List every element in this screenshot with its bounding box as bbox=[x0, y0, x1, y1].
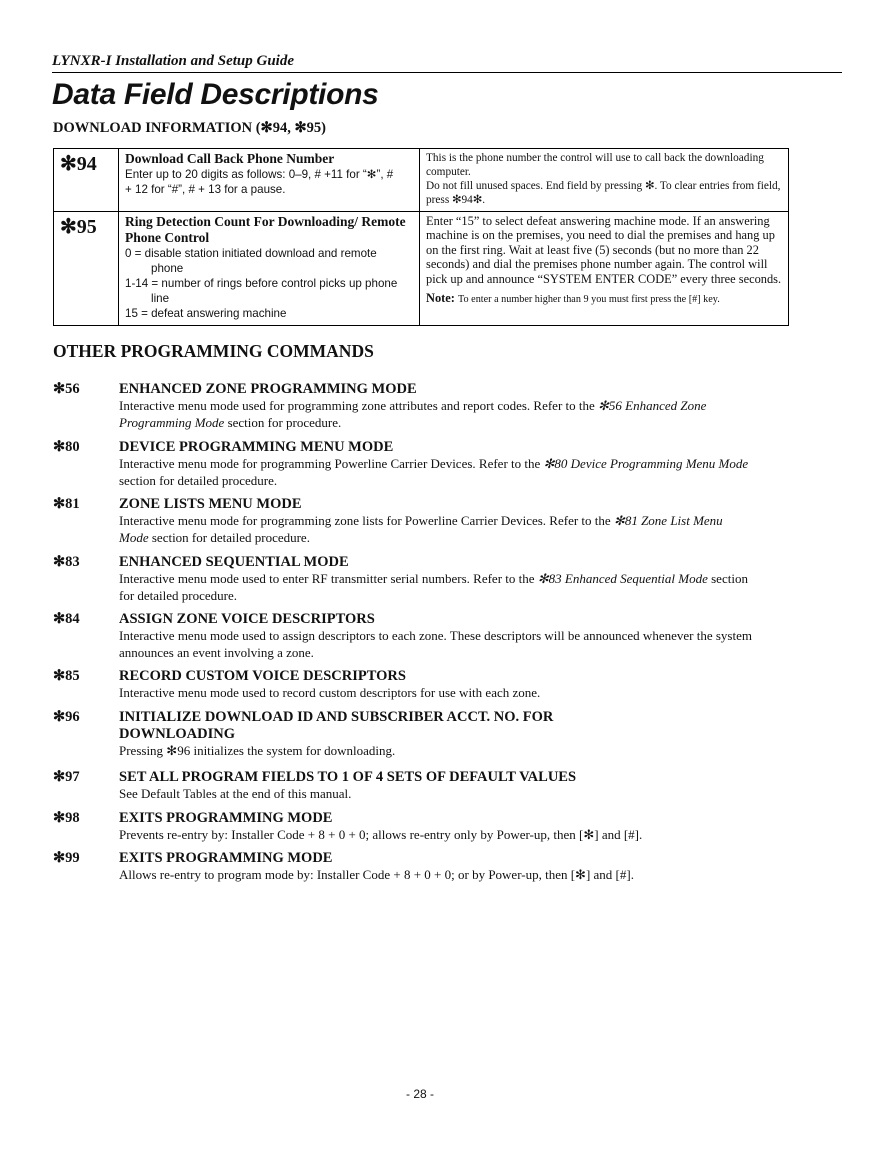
command-code: ✻85 bbox=[53, 668, 80, 684]
field-desc-line: line bbox=[151, 292, 170, 305]
command-item bbox=[53, 496, 753, 546]
command-description: Pressing ✻96 initializes the system for downloading. bbox=[119, 743, 396, 758]
desc-text: section for detailed procedure. bbox=[148, 529, 310, 545]
desc-reference: ✻56 Enhanced Zone Programming Mode bbox=[119, 398, 707, 430]
download-fields-table bbox=[53, 148, 789, 326]
command-item bbox=[53, 810, 753, 844]
desc-text: Interactive menu mode used for programming zone attributes and report codes. Refer to the bbox=[119, 398, 599, 413]
desc-text: Interactive menu mode used to enter RF transmitter serial numbers. Refer to the bbox=[119, 571, 538, 586]
field-desc-line: 0 = disable station initiated download and remote bbox=[125, 247, 377, 260]
field-title: Ring Detection Count For Downloading/ Remote Phone Control bbox=[125, 214, 406, 245]
command-title: RECORD CUSTOM VOICE DESCRIPTORS bbox=[119, 668, 406, 684]
command-item bbox=[53, 381, 753, 431]
command-description: See Default Tables at the end of this manual. bbox=[119, 786, 352, 801]
command-title: DEVICE PROGRAMMING MENU MODE bbox=[119, 439, 394, 455]
running-title: LYNXR-I Installation and Setup Guide bbox=[52, 53, 294, 69]
field-note-line: Do not fill unused spaces. End field by pressing ✻. To clear entries from field, press ✻94✻. bbox=[426, 180, 781, 206]
command-item bbox=[53, 611, 753, 661]
command-description bbox=[119, 398, 753, 431]
command-title: ENHANCED SEQUENTIAL MODE bbox=[119, 554, 349, 570]
field-note bbox=[420, 149, 789, 212]
note-label: Note: bbox=[426, 291, 455, 306]
command-code: ✻97 bbox=[53, 769, 80, 785]
desc-text: section for detailed procedure. bbox=[119, 571, 748, 603]
desc-text: Interactive menu mode for programming zone lists for Powerline Carrier Devices. Refer to the bbox=[119, 513, 614, 528]
command-item bbox=[53, 439, 753, 489]
field-row-94 bbox=[54, 149, 789, 212]
command-description bbox=[119, 513, 753, 546]
field-desc-line: 1-14 = number of rings before control picks up phone bbox=[125, 277, 398, 290]
desc-reference: ✻80 Device Programming Menu Mode bbox=[543, 456, 749, 471]
field-description bbox=[119, 149, 420, 212]
field-code: ✻94 bbox=[54, 149, 119, 212]
desc-text: Interactive menu mode for programming Powerline Carrier Devices. Refer to the bbox=[119, 456, 544, 471]
command-description bbox=[119, 456, 753, 489]
command-description: Interactive menu mode used to record custom descriptors for use with each zone. bbox=[119, 685, 541, 700]
command-title: EXITS PROGRAMMING MODE bbox=[119, 850, 333, 866]
command-code: ✻56 bbox=[53, 381, 80, 397]
desc-reference: ✻81 Zone List Menu Mode bbox=[119, 513, 723, 545]
field-desc-line: Enter up to 20 digits as follows: 0–9, # +11 for “✻”, # bbox=[125, 168, 394, 181]
command-item bbox=[53, 769, 753, 803]
field-desc-line: 15 = defeat answering machine bbox=[125, 307, 287, 320]
command-title: EXITS PROGRAMMING MODE bbox=[119, 810, 333, 826]
field-desc-line: phone bbox=[151, 262, 184, 275]
field-note bbox=[420, 212, 789, 326]
command-code: ✻99 bbox=[53, 850, 80, 866]
command-code: ✻84 bbox=[53, 611, 80, 627]
field-description bbox=[119, 212, 420, 326]
command-title: ZONE LISTS MENU MODE bbox=[119, 496, 302, 512]
page-title: Data Field Descriptions bbox=[52, 78, 379, 111]
command-code: ✻98 bbox=[53, 810, 80, 826]
note-small-text: To enter a number higher than 9 you must first press the [#] key. bbox=[458, 294, 720, 306]
running-header bbox=[52, 52, 842, 73]
field-note-footnote bbox=[426, 291, 782, 307]
desc-text: section for procedure. bbox=[224, 414, 342, 430]
command-item bbox=[53, 668, 753, 702]
command-description: Interactive menu mode used to assign descriptors to each zone. These descriptors will be announced whenever the system announces an event involving a zone. bbox=[119, 628, 752, 660]
field-note-text: Enter “15” to select defeat answering machine mode. If an answering machine is on the premises, you need to dial the premises and hang up on the first ring. Wait at least five (5) seconds (but no more than 22 seconds) and dial the premises phone number again. The control will pick up and announce “SYSTEM ENTER CODE” every three seconds. bbox=[426, 214, 782, 286]
command-item bbox=[53, 554, 753, 604]
command-item bbox=[53, 709, 753, 760]
command-code: ✻83 bbox=[53, 554, 80, 570]
desc-reference: ✻83 Enhanced Sequential Mode bbox=[537, 571, 708, 586]
field-row-95 bbox=[54, 212, 789, 326]
command-code: ✻80 bbox=[53, 439, 80, 455]
command-title: ENHANCED ZONE PROGRAMMING MODE bbox=[119, 381, 417, 397]
download-section-heading: DOWNLOAD INFORMATION (✻94, ✻95) bbox=[53, 120, 326, 136]
command-description: Allows re-entry to program mode by: Installer Code + 8 + 0 + 0; or by Power-up, then [✻] and [#]. bbox=[119, 867, 634, 882]
command-title: ASSIGN ZONE VOICE DESCRIPTORS bbox=[119, 611, 375, 627]
command-description: Prevents re-entry by: Installer Code + 8 + 0 + 0; allows re-entry only by Power-up, then [✻] and [#]. bbox=[119, 827, 643, 842]
field-note-line: This is the phone number the control will use to call back the downloading computer. bbox=[426, 152, 764, 178]
field-code: ✻95 bbox=[54, 212, 119, 326]
command-item bbox=[53, 850, 753, 884]
other-commands-heading: OTHER PROGRAMMING COMMANDS bbox=[53, 341, 374, 361]
command-code: ✻81 bbox=[53, 496, 80, 512]
command-title: INITIALIZE DOWNLOAD ID AND SUBSCRIBER ACCT. NO. FOR DOWNLOADING bbox=[119, 709, 554, 742]
field-title: Download Call Back Phone Number bbox=[125, 151, 335, 166]
command-code: ✻96 bbox=[53, 709, 80, 725]
desc-text: section for detailed procedure. bbox=[119, 472, 278, 488]
page-number: - 28 - bbox=[405, 1087, 434, 1101]
command-description bbox=[119, 571, 753, 604]
field-desc-line: + 12 for “#”, # + 13 for a pause. bbox=[125, 183, 286, 196]
command-title: SET ALL PROGRAM FIELDS TO 1 OF 4 SETS OF DEFAULT VALUES bbox=[119, 769, 577, 785]
